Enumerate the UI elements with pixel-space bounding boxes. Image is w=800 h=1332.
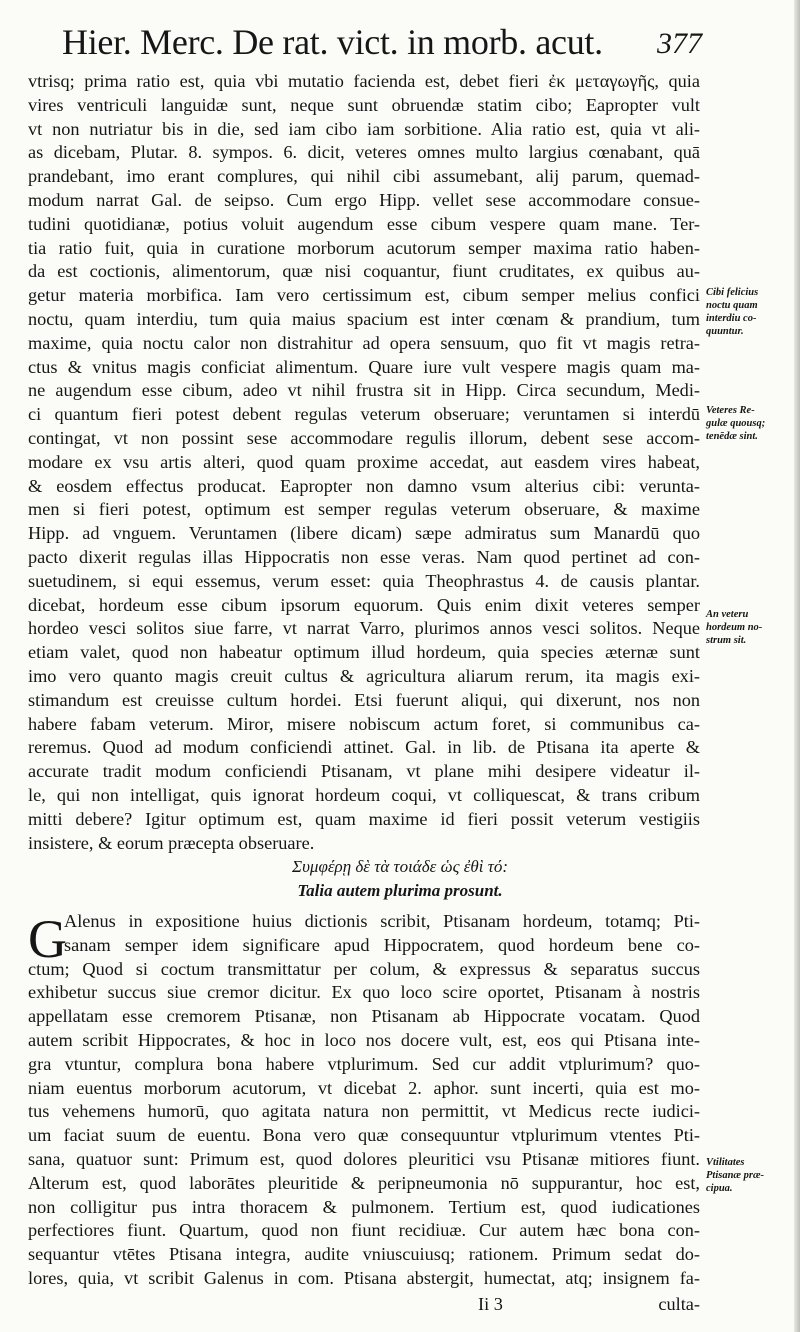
margin-note-line: cipua.: [706, 1183, 733, 1194]
text-line: da est coctionis, alimentorum, quæ nisi coquantur, fiunt cruditates, ex quibus au-: [28, 261, 700, 282]
margin-note-line: noctu quam: [706, 300, 758, 311]
text-line: accurate tradit modum conficiendi Ptisanam, vt plane mihi desipere videatur il-: [28, 761, 700, 782]
text-line: prandebant, imo erant complures, qui nihil cibi assumebant, alij parum, quemad-: [28, 166, 700, 187]
margin-note-line: quuntur.: [706, 326, 744, 337]
margin-note-line: Cibi felicius: [706, 287, 759, 298]
text-line: dicebat, hordeum esse cibum ipsorum equorum. Quis enim dixit veteres semper: [28, 594, 700, 615]
text-line: habere fabam veterum. Miror, misere nobiscum actum foret, si communibus ca-: [28, 713, 700, 734]
text-line: imo vero quanto magis creuit cultus & agricultura aliarum rerum, ita magis exi-: [28, 665, 700, 686]
page-footer: [28, 1292, 700, 1318]
text-line: vtrisq; prima ratio est, quia vbi mutatio facienda est, debet fieri ἐκ μεταγωγῆς, quia: [28, 71, 700, 91]
text-line: tudini quotidianæ, potius voluit augendum esse cibum vespere quam mane. Ter-: [28, 213, 700, 234]
lemma-latin: Talia autem plurima prosunt.: [297, 881, 503, 900]
text-line: & eosdem effectus producat. Eapropter non damno vsum alterius cibi: verunta-: [28, 475, 700, 496]
text-line: suetudinem, si equi essemus, verum esset: quia Theophrastus 4. de causis plantar.: [28, 570, 700, 591]
margin-note-2: [706, 404, 796, 443]
text-line: lores, quia, vt scribit Galenus in com. Ptisana abstergit, humectat, atq; insignem fa-: [28, 1267, 700, 1288]
page-number: 377: [657, 27, 702, 60]
text-line: etiam valet, quod non habeatur optimum illud hordeum, quia species æternæ sunt: [28, 642, 700, 663]
page-edge-shadow: [794, 0, 800, 1332]
margin-note-line: Ptisanæ præ-: [706, 1170, 765, 1181]
text-line: modum narrat Gal. de seipso. Cum ergo Hipp. vellet sese accommodare consue-: [28, 189, 700, 210]
text-line: Alterum est, quod laborātes pleuritide & peripneumonia nō suppurantur, hoc est,: [28, 1172, 700, 1193]
text-line: tia ratio fuit, quia in curatione morborum acutorum semper maxima ratio haben-: [28, 237, 700, 258]
margin-note-3: [706, 608, 796, 647]
text-line: le, qui non intelligat, quis ignorat hordeum coqui, vt colliquescat, & trans cribum: [28, 784, 700, 805]
paragraph-commentary-1: [28, 70, 700, 855]
text-line: gra vtuntur, complura bona habere vtplurimum. Sed cur addit vtplurimum? quo-: [28, 1053, 700, 1074]
text-line: stimandum est creuisse cultum hordei. Etsi fuerunt aliqui, qui dixerunt, nos non: [28, 689, 700, 710]
text-line: Hipp. ad vnguem. Veruntamen (libere dicam) sæpe admiratus sum Manardū quo: [28, 523, 700, 544]
margin-note-line: Vtilitates: [706, 1157, 745, 1168]
text-line: sana, quatuor sunt: Primum est, quod dolores pleuritici vsu Ptisanæ mitiores fiunt.: [28, 1148, 700, 1169]
text-line: insistere, & eorum præcepta obseruare.: [28, 832, 315, 853]
text-line: sanam semper idem significare apud Hippocratem, quod hordeum bene co-: [64, 934, 700, 955]
text-line: ctus & vnitus magis conficiat alimentum. Quare iure vult vespere magis quam ma-: [28, 356, 700, 377]
drop-cap: G: [28, 909, 67, 969]
text-line: noctu, quam interdiu, tum quia maius spacium est inter cœnam & prandium, tum: [28, 308, 700, 329]
text-line: mitti debere? Igitur optimum est, quam maxime id fieri possit veterum vestigiis: [28, 808, 700, 829]
signature-mark: Ii 3: [478, 1294, 503, 1314]
text-line: ci quantum fieri potest debent regulas veterum obseruare; veruntamen si interdū: [28, 404, 700, 425]
running-title: Hier. Merc. De rat. vict. in morb. acut.: [62, 22, 603, 62]
text-line: niam euentus morborum acutorum, vt dicebat 2. aphor. sunt incerti, quia est mo-: [28, 1077, 700, 1098]
text-line: appellatam esse cremorem Ptisanæ, non Ptisanam ab Hippocrate vocatam. Quod: [28, 1006, 700, 1027]
margin-note-line: tenēdæ sint.: [706, 431, 758, 442]
margin-note-line: An veteru: [706, 609, 749, 620]
text-line: sequantur vtētes Ptisana integra, audite vniuscuiusq; rationem. Primum sedat do-: [28, 1244, 700, 1265]
text-line: um faciat suum de euentu. Bona vero quæ consequuntur vtplurimum vtentes Pti-: [28, 1125, 700, 1146]
text-line: getur materia morbifica. Iam vero certissimum est, cibum semper melius confici: [28, 285, 700, 306]
margin-note-line: interdiu co-: [706, 313, 757, 324]
margin-note-1: [706, 286, 796, 338]
page-header: [62, 22, 702, 66]
text-line: perfectiores fiunt. Quartum, quod non fiunt recidiuæ. Cur autem hæc bona con-: [28, 1220, 700, 1241]
text-line: as dicebam, Plutar. 8. sympos. 6. dicit, veteres omnes multo largius cœnabant, quā: [28, 142, 700, 163]
text-line: Alenus in expositione huius dictionis scribit, Ptisanam hordeum, totamq; Pti-: [64, 911, 700, 931]
text-line: exhibetur succus siue cremor dicitur. Ex quo loco scire oportet, Ptisanam à nostris: [28, 982, 700, 1003]
text-line: non colligitur pus intra thoracem & pulmonem. Tertium est, quod iudicationes: [28, 1196, 700, 1217]
text-line: maxime, quia noctu calor non distrahitur ad opera sensuum, quo fit vt magis retra-: [28, 332, 700, 353]
text-line: men si fieri potest, optimum est semper regulas veterum obseruare, & maxime: [28, 499, 700, 520]
margin-note-line: hordeum no-: [706, 622, 763, 633]
text-line: ne augendum esse cibum, adeo vt nihil frustra sit in Hipp. Circa secundum, Medi-: [28, 380, 700, 401]
text-line: modare ex vsu artis alteri, quod quam proxime accedat, aut easdem vires habeat,: [28, 451, 700, 472]
margin-note-line: gulæ quousq;: [706, 418, 766, 429]
text-line: ctum; Quod si coctum transmittatur per colum, & expressus & separatus succus: [28, 958, 700, 979]
text-line: reremus. Quod ad modum conficiendi attinet. Gal. in lib. de Ptisana ita aperte &: [28, 737, 700, 758]
text-line: tus vehemens humorū, quo agitata natura non permittit, vt Medicus recte iudici-: [28, 1101, 700, 1122]
text-line: autem scribit Hippocrates, & hoc in loco nos docere vult, est, eos qui Ptisana inte-: [28, 1029, 700, 1050]
text-line: vt non nutriatur bis in die, sed iam cibo iam sorbitione. Alia ratio est, quia vt ali-: [28, 118, 700, 139]
paragraph-commentary-2: [28, 910, 700, 1291]
lemma-greek: Συμφέρῃ δὲ τὰ τοιάδε ὡς ἐθὶ τό:: [292, 857, 508, 876]
text-line: contingat, vt non possint sese accommodare regulis illorum, debent sese accom-: [28, 427, 700, 448]
text-line: vires ventriculi languidæ sunt, neque sunt obruendæ statim cibo; Eapropter vult: [28, 94, 700, 115]
margin-note-4: [706, 1156, 796, 1195]
text-line: pacto dixerit regulas illas Hippocratis non esse veras. Nam quod pertinet ad con-: [28, 546, 700, 567]
margin-note-line: strum sit.: [706, 635, 747, 646]
text-line: hordeo vesci solitos siue farre, vt narrat Varro, plurimos annos vesci solitos. Neque: [28, 618, 700, 639]
catchword: culta-: [658, 1294, 700, 1314]
margin-note-line: Veteres Re-: [706, 405, 755, 416]
